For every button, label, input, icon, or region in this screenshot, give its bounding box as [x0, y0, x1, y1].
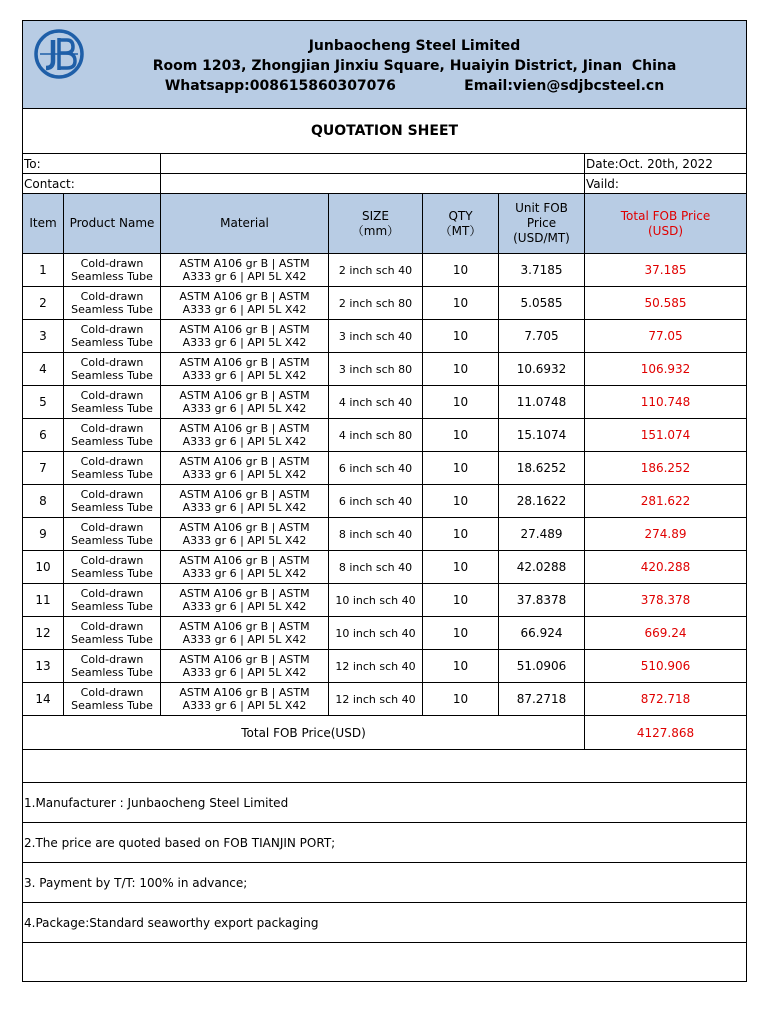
cell-qty: 10	[423, 320, 499, 353]
col-item: Item	[23, 194, 64, 254]
cell-material-line1: ASTM A106 gr B | ASTM	[179, 554, 310, 567]
col-size-line1: SIZE	[362, 208, 389, 223]
cell-material	[161, 617, 329, 650]
col-qty-line2: （MT）	[439, 223, 482, 238]
col-unit-line2: Price	[526, 216, 557, 230]
cell-qty: 10	[423, 518, 499, 551]
cell-total-price: 872.718	[585, 683, 747, 716]
cell-size: 12 inch sch 40	[329, 683, 423, 716]
cell-product-line1: Cold-drawn	[80, 257, 144, 270]
cell-total-price: 281.622	[585, 485, 747, 518]
col-total-line2: (USD)	[648, 223, 684, 238]
cell-item: 5	[23, 386, 64, 419]
cell-total-price: 274.89	[585, 518, 747, 551]
cell-total-price: 77.05	[585, 320, 747, 353]
cell-material-line1: ASTM A106 gr B | ASTM	[179, 422, 310, 435]
cell-total-price: 420.288	[585, 551, 747, 584]
cell-unit-price: 18.6252	[499, 452, 585, 485]
cell-material-line2: A333 gr 6 | API 5L X42	[182, 534, 307, 547]
company-address: Room 1203, Zhongjian Jinxiu Square, Huaiyin District, Jinan China	[152, 58, 677, 74]
company-name: Junbaocheng Steel Limited	[308, 38, 521, 54]
cell-material	[161, 518, 329, 551]
cell-unit-price: 28.1622	[499, 485, 585, 518]
cell-size: 10 inch sch 40	[329, 617, 423, 650]
cell-size: 2 inch sch 80	[329, 287, 423, 320]
cell-product	[64, 287, 161, 320]
cell-item: 13	[23, 650, 64, 683]
cell-material-line1: ASTM A106 gr B | ASTM	[179, 455, 310, 468]
cell-product	[64, 518, 161, 551]
cell-item: 9	[23, 518, 64, 551]
cell-size: 12 inch sch 40	[329, 650, 423, 683]
cell-product	[64, 254, 161, 287]
cell-product-line1: Cold-drawn	[80, 587, 144, 600]
cell-item: 1	[23, 254, 64, 287]
col-product: Product Name	[64, 194, 161, 254]
cell-total-price: 510.906	[585, 650, 747, 683]
cell-total-price: 106.932	[585, 353, 747, 386]
cell-size: 4 inch sch 80	[329, 419, 423, 452]
table-row	[23, 320, 747, 353]
cell-product-line1: Cold-drawn	[80, 356, 144, 369]
table-row	[23, 617, 747, 650]
col-material: Material	[161, 194, 329, 254]
cell-material-line1: ASTM A106 gr B | ASTM	[179, 257, 310, 270]
cell-material-line2: A333 gr 6 | API 5L X42	[182, 336, 307, 349]
cell-product	[64, 551, 161, 584]
table-row	[23, 287, 747, 320]
col-size-line2: （mm）	[351, 223, 400, 238]
quotation-sheet	[22, 20, 746, 982]
cell-item: 10	[23, 551, 64, 584]
cell-unit-price: 10.6932	[499, 353, 585, 386]
cell-material-line2: A333 gr 6 | API 5L X42	[182, 303, 307, 316]
date-value: Date:Oct. 20th, 2022	[585, 154, 747, 174]
cell-material	[161, 287, 329, 320]
cell-material-line1: ASTM A106 gr B | ASTM	[179, 686, 310, 699]
cell-total-price: 110.748	[585, 386, 747, 419]
cell-product	[64, 650, 161, 683]
cell-material	[161, 683, 329, 716]
cell-size: 3 inch sch 80	[329, 353, 423, 386]
note-2: 2.The price are quoted based on FOB TIANJIN PORT;	[23, 823, 747, 863]
cell-unit-price: 27.489	[499, 518, 585, 551]
table-row	[23, 683, 747, 716]
cell-product-line1: Cold-drawn	[80, 488, 144, 501]
cell-material-line1: ASTM A106 gr B | ASTM	[179, 290, 310, 303]
cell-product-line2: Seamless Tube	[71, 633, 153, 646]
cell-product-line2: Seamless Tube	[71, 501, 153, 514]
cell-material-line2: A333 gr 6 | API 5L X42	[182, 633, 307, 646]
cell-product	[64, 617, 161, 650]
cell-item: 2	[23, 287, 64, 320]
cell-product-line2: Seamless Tube	[71, 699, 153, 712]
cell-product-line1: Cold-drawn	[80, 290, 144, 303]
table-row	[23, 386, 747, 419]
cell-product-line1: Cold-drawn	[80, 554, 144, 567]
blank-row	[23, 943, 747, 982]
col-unit-line1: Unit FOB	[515, 201, 568, 215]
table-row	[23, 452, 747, 485]
contact-value	[161, 174, 585, 194]
table-body	[23, 254, 747, 716]
cell-product-line2: Seamless Tube	[71, 336, 153, 349]
col-total-line1: Total FOB Price	[620, 208, 711, 223]
cell-product-line2: Seamless Tube	[71, 369, 153, 382]
cell-product-line1: Cold-drawn	[80, 389, 144, 402]
cell-product-line2: Seamless Tube	[71, 402, 153, 415]
cell-material-line1: ASTM A106 gr B | ASTM	[179, 323, 310, 336]
cell-product	[64, 386, 161, 419]
cell-material-line1: ASTM A106 gr B | ASTM	[179, 356, 310, 369]
cell-product	[64, 584, 161, 617]
cell-size: 8 inch sch 40	[329, 518, 423, 551]
cell-total-price: 50.585	[585, 287, 747, 320]
cell-qty: 10	[423, 386, 499, 419]
cell-size: 3 inch sch 40	[329, 320, 423, 353]
cell-material	[161, 551, 329, 584]
company-logo	[33, 28, 85, 80]
cell-qty: 10	[423, 254, 499, 287]
col-unit-line3: (USD/MT)	[513, 231, 570, 245]
cell-size: 2 inch sch 40	[329, 254, 423, 287]
cell-material-line2: A333 gr 6 | API 5L X42	[182, 402, 307, 415]
cell-material-line2: A333 gr 6 | API 5L X42	[182, 600, 307, 613]
cell-material	[161, 584, 329, 617]
col-qty-line1: QTY	[448, 208, 473, 223]
cell-product-line2: Seamless Tube	[71, 666, 153, 679]
cell-unit-price: 5.0585	[499, 287, 585, 320]
col-total-price	[585, 194, 747, 254]
cell-size: 6 inch sch 40	[329, 452, 423, 485]
company-header	[23, 21, 747, 109]
cell-unit-price: 11.0748	[499, 386, 585, 419]
cell-material-line1: ASTM A106 gr B | ASTM	[179, 653, 310, 666]
contact-label: Contact:	[23, 174, 161, 194]
to-label: To:	[23, 154, 161, 174]
cell-qty: 10	[423, 584, 499, 617]
blank-row	[23, 750, 747, 783]
cell-unit-price: 3.7185	[499, 254, 585, 287]
cell-qty: 10	[423, 650, 499, 683]
valid-label: Vaild:	[585, 174, 747, 194]
cell-size: 6 inch sch 40	[329, 485, 423, 518]
cell-material-line2: A333 gr 6 | API 5L X42	[182, 369, 307, 382]
cell-material-line2: A333 gr 6 | API 5L X42	[182, 270, 307, 283]
cell-product-line2: Seamless Tube	[71, 534, 153, 547]
cell-material-line1: ASTM A106 gr B | ASTM	[179, 587, 310, 600]
cell-item: 14	[23, 683, 64, 716]
cell-total-price: 378.378	[585, 584, 747, 617]
cell-product	[64, 419, 161, 452]
cell-product-line2: Seamless Tube	[71, 303, 153, 316]
cell-unit-price: 87.2718	[499, 683, 585, 716]
cell-product-line1: Cold-drawn	[80, 422, 144, 435]
note-4: 4.Package:Standard seaworthy export packaging	[23, 903, 747, 943]
cell-material	[161, 254, 329, 287]
cell-qty: 10	[423, 452, 499, 485]
cell-product-line2: Seamless Tube	[71, 468, 153, 481]
cell-product-line2: Seamless Tube	[71, 600, 153, 613]
total-label: Total FOB Price(USD)	[23, 716, 585, 750]
col-qty	[423, 194, 499, 254]
table-row	[23, 650, 747, 683]
cell-material-line2: A333 gr 6 | API 5L X42	[182, 699, 307, 712]
cell-product	[64, 485, 161, 518]
table-row	[23, 551, 747, 584]
cell-material-line2: A333 gr 6 | API 5L X42	[182, 501, 307, 514]
cell-material	[161, 386, 329, 419]
cell-product-line1: Cold-drawn	[80, 686, 144, 699]
cell-material	[161, 650, 329, 683]
cell-material	[161, 320, 329, 353]
cell-item: 8	[23, 485, 64, 518]
cell-item: 11	[23, 584, 64, 617]
cell-qty: 10	[423, 617, 499, 650]
total-value: 4127.868	[585, 716, 747, 750]
sheet-title: QUOTATION SHEET	[23, 109, 747, 154]
col-size	[329, 194, 423, 254]
cell-unit-price: 37.8378	[499, 584, 585, 617]
cell-product	[64, 683, 161, 716]
cell-product-line1: Cold-drawn	[80, 653, 144, 666]
cell-material-line2: A333 gr 6 | API 5L X42	[182, 435, 307, 448]
cell-item: 6	[23, 419, 64, 452]
cell-product-line2: Seamless Tube	[71, 567, 153, 580]
cell-item: 12	[23, 617, 64, 650]
table-row	[23, 353, 747, 386]
cell-qty: 10	[423, 551, 499, 584]
quotation-table	[22, 20, 747, 982]
table-row	[23, 485, 747, 518]
cell-qty: 10	[423, 419, 499, 452]
cell-unit-price: 15.1074	[499, 419, 585, 452]
cell-product-line2: Seamless Tube	[71, 435, 153, 448]
cell-size: 8 inch sch 40	[329, 551, 423, 584]
cell-total-price: 151.074	[585, 419, 747, 452]
cell-product	[64, 452, 161, 485]
cell-material-line2: A333 gr 6 | API 5L X42	[182, 666, 307, 679]
cell-product	[64, 353, 161, 386]
cell-unit-price: 66.924	[499, 617, 585, 650]
cell-material	[161, 353, 329, 386]
cell-product	[64, 320, 161, 353]
cell-material-line2: A333 gr 6 | API 5L X42	[182, 468, 307, 481]
to-value	[161, 154, 585, 174]
table-row	[23, 584, 747, 617]
cell-unit-price: 42.0288	[499, 551, 585, 584]
col-unit-price	[499, 194, 585, 254]
cell-total-price: 186.252	[585, 452, 747, 485]
cell-material-line1: ASTM A106 gr B | ASTM	[179, 389, 310, 402]
cell-item: 7	[23, 452, 64, 485]
cell-size: 10 inch sch 40	[329, 584, 423, 617]
cell-qty: 10	[423, 287, 499, 320]
cell-item: 3	[23, 320, 64, 353]
cell-item: 4	[23, 353, 64, 386]
cell-unit-price: 7.705	[499, 320, 585, 353]
cell-material	[161, 485, 329, 518]
logo-letters: JB	[59, 78, 60, 79]
cell-material	[161, 452, 329, 485]
cell-unit-price: 51.0906	[499, 650, 585, 683]
note-1: 1.Manufacturer : Junbaocheng Steel Limited	[23, 783, 747, 823]
cell-qty: 10	[423, 683, 499, 716]
cell-total-price: 669.24	[585, 617, 747, 650]
cell-size: 4 inch sch 40	[329, 386, 423, 419]
note-3: 3. Payment by T/T: 100% in advance;	[23, 863, 747, 903]
table-row	[23, 518, 747, 551]
cell-product-line1: Cold-drawn	[80, 521, 144, 534]
cell-material-line1: ASTM A106 gr B | ASTM	[179, 620, 310, 633]
cell-material-line1: ASTM A106 gr B | ASTM	[179, 488, 310, 501]
cell-qty: 10	[423, 485, 499, 518]
cell-product-line2: Seamless Tube	[71, 270, 153, 283]
cell-product-line1: Cold-drawn	[80, 455, 144, 468]
table-row	[23, 254, 747, 287]
cell-material-line2: A333 gr 6 | API 5L X42	[182, 567, 307, 580]
company-contact: Whatsapp:008615860307076 Email:vien@sdjbcsteel.cn	[164, 78, 665, 94]
cell-material	[161, 419, 329, 452]
cell-total-price: 37.185	[585, 254, 747, 287]
cell-product-line1: Cold-drawn	[80, 620, 144, 633]
cell-qty: 10	[423, 353, 499, 386]
table-row	[23, 419, 747, 452]
cell-material-line1: ASTM A106 gr B | ASTM	[179, 521, 310, 534]
cell-product-line1: Cold-drawn	[80, 323, 144, 336]
